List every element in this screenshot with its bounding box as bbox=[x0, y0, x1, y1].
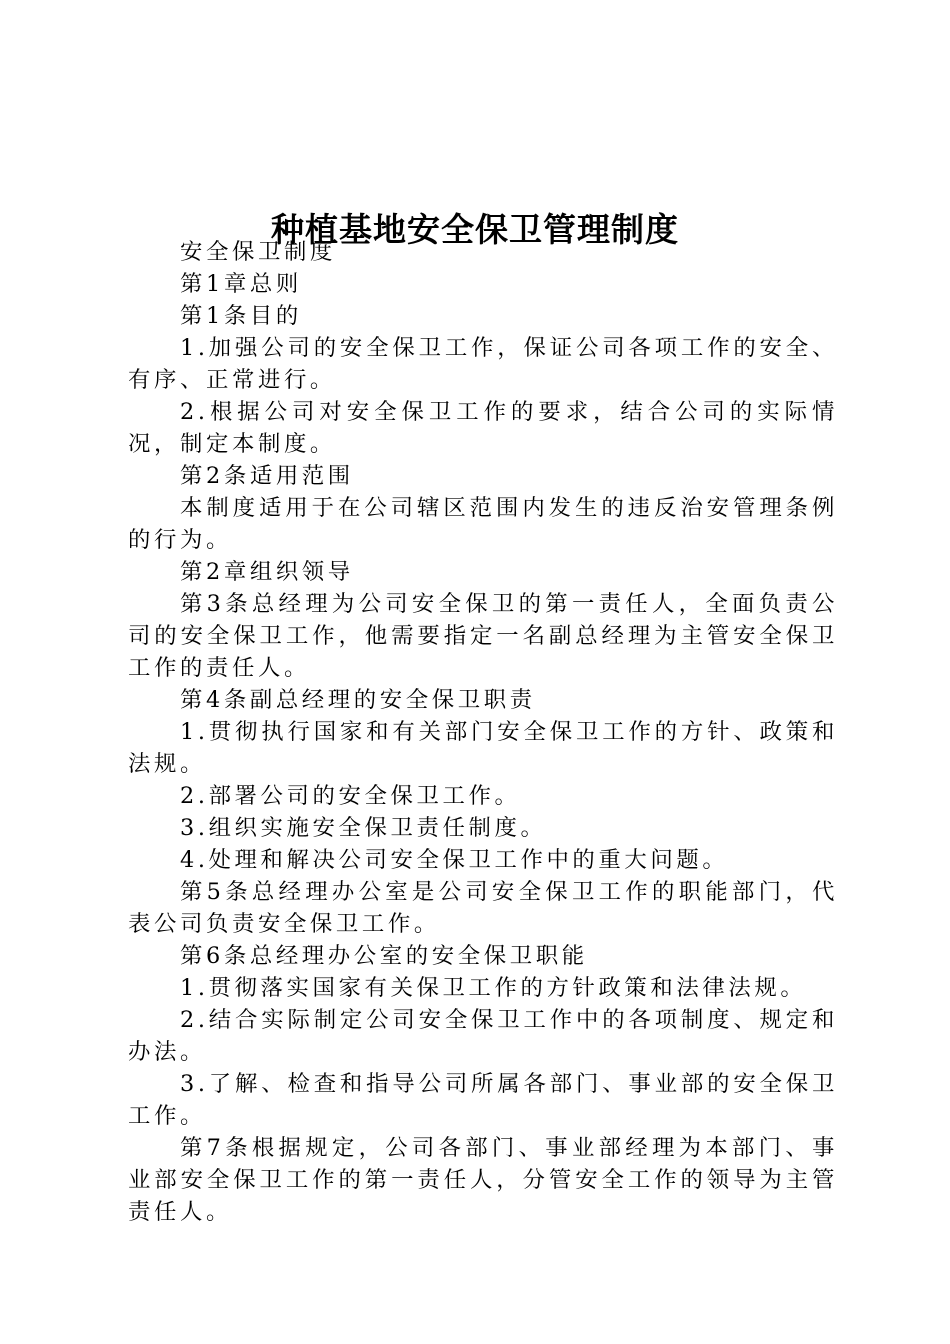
article-4-item-4: 4.处理和解决公司安全保卫工作中的重大问题。 bbox=[180, 847, 729, 873]
article-2-text: 本制度适用于在公司辖区范围内发生的违反治安管理条例的行为。 bbox=[128, 495, 838, 553]
chapter-1-heading: 第1章总则 bbox=[180, 271, 302, 297]
article-1-item-1: 1.加强公司的安全保卫工作，保证公司各项工作的安全、有序、正常进行。 bbox=[128, 335, 838, 393]
article-1-item-2: 2.根据公司对安全保卫工作的要求，结合公司的实际情况，制定本制度。 bbox=[128, 399, 838, 457]
article-3-text: 第3条总经理为公司安全保卫的第一责任人，全面负责公司的安全保卫工作，他需要指定一名副总经理为主管安全保卫工作的责任人。 bbox=[128, 591, 838, 681]
article-2-heading: 第2条适用范围 bbox=[180, 463, 354, 489]
article-4-item-1: 1.贯彻执行国家和有关部门安全保卫工作的方针、政策和法规。 bbox=[128, 719, 838, 777]
document-title: 种植基地安全保卫管理制度 bbox=[271, 210, 679, 250]
document-body bbox=[128, 236, 838, 1228]
article-6-heading: 第6条总经理办公室的安全保卫职能 bbox=[180, 943, 588, 969]
article-4-item-3: 3.组织实施安全保卫责任制度。 bbox=[180, 815, 547, 841]
article-6-item-3: 3.了解、检查和指导公司所属各部门、事业部的安全保卫工作。 bbox=[128, 1071, 838, 1129]
chapter-2-heading: 第2章组织领导 bbox=[180, 559, 354, 585]
paragraph-security-system: 安全保卫制度 bbox=[180, 239, 336, 265]
article-6-item-2: 2.结合实际制定公司安全保卫工作中的各项制度、规定和办法。 bbox=[128, 1007, 838, 1065]
article-7-text: 第7条根据规定，公司各部门、事业部经理为本部门、事业部安全保卫工作的第一责任人，分管安全工作的领导为主管责任人。 bbox=[128, 1135, 838, 1225]
article-4-heading: 第4条副总经理的安全保卫职责 bbox=[180, 687, 536, 713]
article-4-item-2: 2.部署公司的安全保卫工作。 bbox=[180, 783, 521, 809]
article-1-heading: 第1条目的 bbox=[180, 303, 302, 329]
article-5-text: 第5条总经理办公室是公司安全保卫工作的职能部门，代表公司负责安全保卫工作。 bbox=[128, 879, 838, 937]
article-6-item-1: 1.贯彻落实国家有关保卫工作的方针政策和法律法规。 bbox=[180, 975, 807, 1001]
